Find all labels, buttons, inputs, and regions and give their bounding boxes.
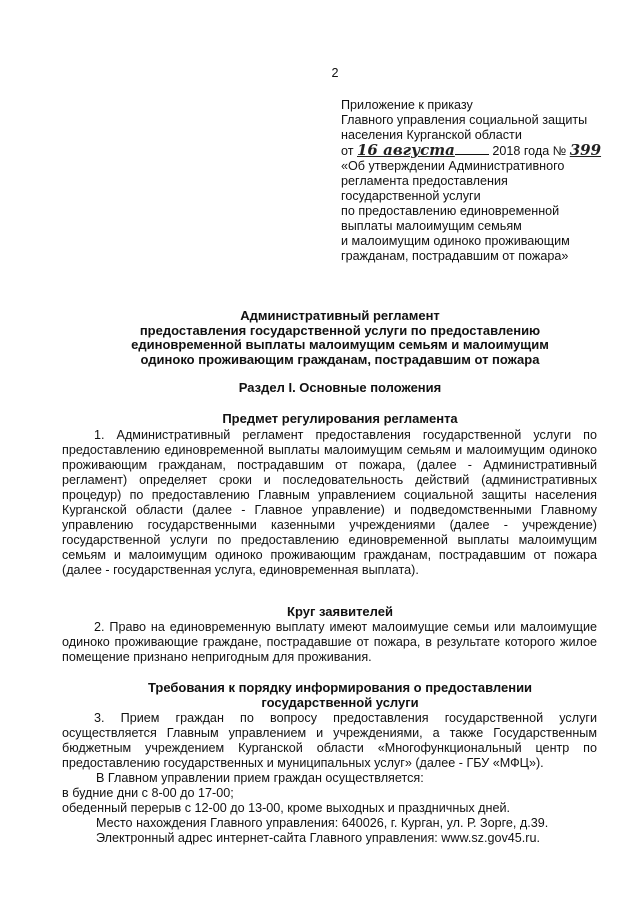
- paragraph-3: [62, 711, 597, 771]
- appendix-line: населения Курганской области: [341, 128, 522, 142]
- date-suffix: 2018 года №: [492, 144, 567, 158]
- information-heading-line: государственной услуги: [261, 694, 419, 710]
- regulation-title-line: Административный регламент: [240, 308, 440, 323]
- appendix-line: по предоставлению единовременной: [341, 204, 560, 218]
- paragraph-2: [62, 620, 597, 665]
- paragraph-1-text: 1. Административный регламент предоставления государственной услуги по предоставлению единовременной выплаты малоимущим семьям и малоимущим одиноко проживающим гражданам, пострадавшим от пожара, (далее - Административный регламент) определяет сроки и последовательность действий (административных процедур) по предоставлению Главным управлением социальной защиты населения Курганской области (далее - Главное управление) и подведомственными Главному управлению государственными казенными учреждениями (далее - учреждение) государственной услуги по предоставлению единовременной выплаты малоимущим семьям и малоимущим одиноко проживающим гражданам, пострадавшим от пожара (далее - государственная услуга, единовременная выплата).: [62, 428, 597, 577]
- appendix-line: Главного управления социальной защиты: [341, 113, 588, 127]
- appendix-block: [341, 98, 631, 264]
- appendix-line: и малоимущим одиноко проживающим: [341, 234, 570, 248]
- information-heading: [60, 681, 620, 710]
- appendix-line: Приложение к приказу: [341, 98, 473, 112]
- regulation-title: [60, 309, 620, 367]
- paragraph-1: [62, 428, 597, 578]
- section-heading: Раздел I. Основные положения: [238, 380, 442, 395]
- schedule-lunch: обеденный перерыв с 12-00 до 13-00, кроме выходных и праздничных дней.: [62, 801, 511, 815]
- regulation-title-line: одиноко проживающим гражданам, пострадавшим от пожара: [140, 351, 540, 367]
- applicants-heading: Круг заявителей: [287, 604, 393, 619]
- information-heading-line: Требования к порядку информирования о предоставлении: [147, 680, 533, 695]
- subject-heading: Предмет регулирования регламента: [222, 411, 458, 426]
- appendix-line: регламента предоставления: [341, 174, 508, 188]
- schedule-weekdays: в будние дни с 8-00 до 17-00;: [62, 786, 234, 800]
- regulation-title-line: единовременной выплаты малоимущим семьям и малоимущим: [131, 337, 549, 352]
- handwritten-order-number: 399: [569, 141, 602, 159]
- handwritten-date: 16 августа: [357, 141, 455, 159]
- paragraph-2-text: 2. Право на единовременную выплату имеют малоимущие семьи или малоимущие одиноко проживающие граждане, пострадавшие от пожара, в результате которого жилое помещение признано непригодным для проживания.: [62, 620, 597, 664]
- page-number: 2: [331, 66, 339, 80]
- schedule-intro: В Главном управлении прием граждан осуществляется:: [96, 771, 424, 785]
- location: Место нахождения Главного управления: 640026, г. Курган, ул. Р. Зорге, д.39.: [96, 816, 549, 830]
- appendix-line: «Об утверждении Административного: [341, 159, 565, 173]
- paragraph-3-text: 3. Прием граждан по вопросу предоставления государственной услуги осуществляется Главным управлением и учреждениями, а также Государственным бюджетным учреждением Курганской области «Многофункциональный центр по предоставлению государственных и муниципальных услуг» (далее - ГБУ «МФЦ»).: [62, 711, 597, 770]
- appendix-line: гражданам, пострадавшим от пожара»: [341, 249, 569, 263]
- regulation-title-line: предоставления государственной услуги по предоставлению: [139, 322, 541, 338]
- appendix-line: государственной услуги: [341, 189, 481, 203]
- appendix-date-line: [341, 143, 631, 159]
- date-prefix: от: [341, 144, 354, 158]
- appendix-line: выплаты малоимущим семьям: [341, 219, 522, 233]
- date-underline: [455, 143, 489, 155]
- website: Электронный адрес интернет-сайта Главного управления: www.sz.gov45.ru.: [96, 831, 540, 845]
